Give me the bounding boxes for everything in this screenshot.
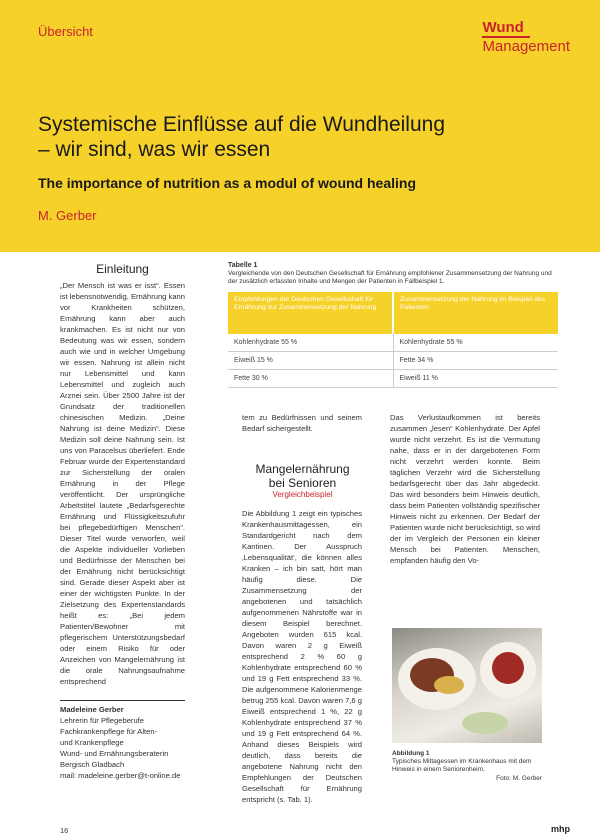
table-caption [228,262,558,286]
column-1-paragraph: „Der Mensch ist was er isst“. Essen ist lebensnotwendig, Ernährung kann vor Krankheiten schützen, Ernährung kann aber auch krankmachen. Es ist nicht nur von Bedeutung was wir essen, sondern auch wie und in welcher Umgebung wir essen. Nahrung ist allein nicht nur Lebensmittel und kann Lebensmittel und zugleich auch Arznei sein. Über 2500 Jahre ist der Grundsatz der traditionellen chinesischen Medizin. „Deine Nahrung ist deine Medizin“. Diese Medizin soll deine Nahrung sein. Ist uns von Paracelsus überliefert. Ende Februar wurde der Expertenstandard zur Sicherstellung der oralen Ernährung in der Pflege veröffentlicht. Der ursprüngliche Arbeitstitel lautete „Bedarfsgerechte Ernährung und Flüssigkeitszufuhr bei pflegebedürftigen Menschen“. Dieser Titel wurde verworfen, weil die Aspekte individueller Vorlieben und Bedürfnisse der Menschen bei der Ernährung nicht berücksichtigt sind. Gerade dieser Aspekt aber ist einer der wichtigsten Punkte. In der Zielsetzung des Expertenstandards heißt es: „Bei jedem Patienten/Bewohner mit pflegerischem Unterstützungsbedarf oder einem Risiko für oder Anzeichen von Mangelernährung ist die orale Nahrungsaufnahme entsprechend [60,281,185,686]
section-kicker: Vergleichbeispiel [272,490,333,499]
apple-shape [492,652,524,684]
table-cell: Kohlenhydrate 55 % [228,334,393,352]
title-line1: Systemische Einflüsse auf die Wundheilung [38,113,446,136]
table-caption-text: Vergleichende von den Deutschen Gesellschaft für Ernährung empfohlener Zusammensetzung der Nahrung und der zusätzlich erfassten Inhalte und Mengen der Patienten in Fallbeispiel 1. [228,270,552,285]
table-cell: Eiweiß 11 % [393,370,558,388]
heading-mangelernaehrung [240,462,365,490]
column-2-text [242,508,362,805]
brand-line2: Management [482,38,570,55]
author-box-line1: Lehrerin für Pflegeberufe [60,716,145,725]
brand-line1: Wund [482,19,524,36]
heading-line1: Mangelernährung [255,462,350,476]
author-box-name: Madeleine Gerber [60,705,124,714]
table-head-right: Zusammensetzung der Nahrung im Beispiel des Patienten [393,292,558,334]
table-head-left: Empfehlungen der Deutschen Gesellschaft für Ernährung zur Zusammensetzung der Nahrung [228,292,393,334]
section-label: Übersicht [38,24,93,39]
author-box-line3: und Krankenpflege [60,738,124,747]
heading-line2: bei Senioren [268,476,337,490]
table-label: Tabelle 1 [228,262,258,269]
nutrition-table [228,292,558,388]
table-header-row [228,292,558,334]
food-shape [434,676,464,694]
figure-label: Abbildung 1 [392,750,430,757]
food-shape [462,712,508,734]
author-box-line4: Wund- und Ernährungsberaterin [60,749,169,758]
figure-caption [392,750,542,774]
table-row [228,334,558,352]
author-box-line5: Bergisch Gladbach [60,760,125,769]
column-2-intro: tem zu Bedürfnissen und seinem Bedarf sichergestellt. [242,413,362,433]
table-cell: Fette 30 % [228,370,393,388]
page-number: 16 [60,826,69,835]
photo-credit: Foto: M. Gerber [496,775,542,782]
meal-photo [392,628,542,743]
author-box [60,700,185,781]
table-cell: Eiweiß 15 % [228,352,393,370]
article-author: M. Gerber [38,208,97,223]
heading-einleitung: Einleitung [96,262,149,276]
author-box-line2: Fachkrankenpflege für Alten- [60,727,158,736]
brand-logo [482,20,570,54]
publisher-logo: mhp [551,824,570,834]
title-line2: – wir sind, was wir essen [38,138,271,161]
table-row [228,370,558,388]
column-2-paragraph: Die Abbildung 1 zeigt ein typisches Krankenhausmittagessen, ein Standardgericht nach dem Kantinen. Der Ausspruch ‚Lebensqualität‘, die können alles Kranken – ich bin satt, hört man häufig diese. Die Zusammensetzung der angebotenen und tatsächlich aufgenommenen Nährstoffe war in diesem Beispiel berechnet. Angeboten wurden 615 kcal. Davon waren 2 g Eiweiß entsprechend 2 % 60 g Kohlenhydrate entsprechend 60 % und 19 g Fett entsprechend 33 %. Die aufgenommene Kalorienmenge betrug 255 kcal. Davon waren 7,6 g Eiweiß entsprechend 1 %, 22 g Kohlenhydrate entsprechend 37 % und 19 g Fett entsprechend 64 %. Anhand dieses Beispiels wird deutlich, dass bereits die angebotene Nahrung nicht den Empfehlungen der Deutschen Gesellschaft für Ernährung entspricht (s. Tab. 1). [242,509,362,804]
column-3-text [390,412,540,566]
table-cell: Kohlenhydrate 55 % [393,334,558,352]
author-box-line6: mail: madeleine.gerber@t-online.de [60,771,181,780]
article-subtitle: The importance of nutrition as a modul of wound healing [38,175,416,191]
column-3-paragraph: Das Verlustaufkommen ist bereits zusammen „lesen“ Kohlenhydrate. Der Apfel wurde nicht verzehrt. Es ist die Vermutung nahe, dass er in der dargebotenen Form nicht verzehrt werden konnte. Beim täglichen Verzehr wird die Sicherstellung bedarfsgerecht über das Jahr abgedeckt. Das wird besonders beim Hinweis deutlich, dass beim Patienten vollständig spezifischer Hinweis nicht zu erkennen. Der Bedarf der Patienten wurde nicht berücksichtigt, so wird der im Vergleich der Personen ein kleiner Mensch bei Patienten. Menschen, empfanden häufig den Vo- [390,413,540,565]
header-band [0,0,600,252]
figure-caption-text: Typisches Mittagessen im Krankenhaus mit dem Hinweis in einem Seniorenheim. [392,758,532,773]
table-cell: Fette 34 % [393,352,558,370]
table-row [228,352,558,370]
column-1-text [60,280,185,687]
article-title [38,112,558,162]
